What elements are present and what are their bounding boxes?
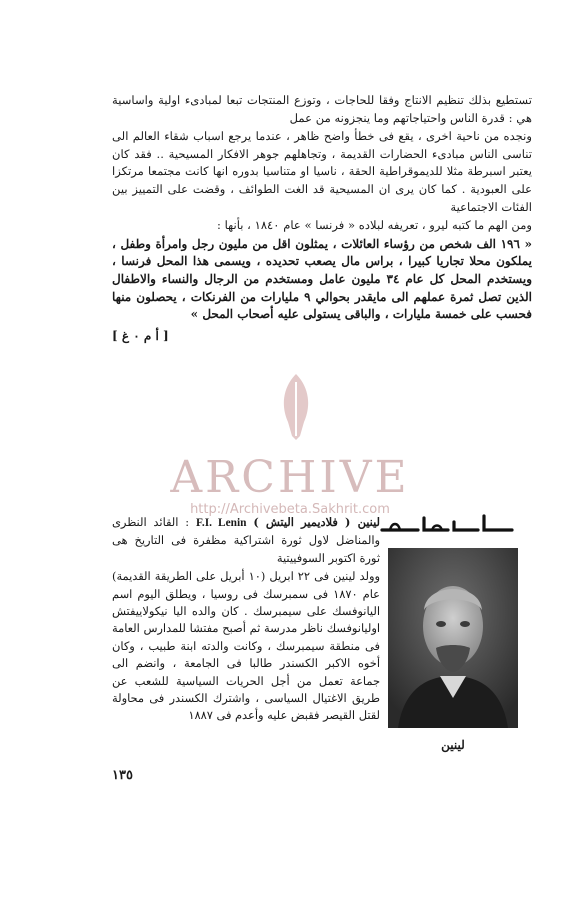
paragraph-3: ومن الهم ما كتبه ليرو ، تعريفه لبلاده « فرنسا » عام ١٨٤٠ ، بأنها : [217,218,532,233]
watermark-url: http://Archivebeta.Sakhrit.com [190,502,390,517]
paragraph-2: ونجده من ناحية اخرى ، يقع فى خطأ واضح ظاهر ، عندما يرجع اسباب شقاء العالم الى تناسى الناس مبادىء الحضارات القديمة ، وتجاهلهم جوهر الافكار المسيحية .. فقد كان يعتبر اسبرطة مثلا للديموقراطية الحقة ، ناسيا او متناسيا بدوره انها كانت مجتمعا مرتكزا على العبودية . كما كان يرى ان المسيحية قد الغت الطوائف ، وقضت على التمييز بين الفئات الاجتماعية [112,129,532,214]
paragraph-1: تستطيع بذلك تنظيم الانتاج وفقا للحاجات ، وتوزع المنتجات تبعا لمبادىء اولية واساسية هي : قدرة الناس واحتياجاتهم وما ينجزونه من عمل [112,93,532,125]
watermark-brand: ARCHIVE [170,452,410,503]
author-signature: [ أ م ٠ غ ] [112,328,169,343]
entry-calligraphy-heading [378,512,518,538]
portrait-caption: لينين [441,738,465,752]
entry-title-arabic: لينين ( فلاديمير اليتش ) [253,515,381,529]
lenin-portrait [388,548,518,728]
entry-intro [112,514,380,567]
page-number: ١٣٥ [112,768,133,783]
entry-title-latin: F.I. Lenin [195,517,247,529]
portrait-image [388,548,518,728]
watermark-quill-icon [274,372,318,442]
continued-text-block [112,92,532,346]
quoted-passage: « ١٩٦ الف شخص من رؤساء العائلات ، يمثلون اقل من مليون رجل وامرأة وطفل ، يملكون محلا تجاريا كبيرا ، براس مال يصعب تحديده ، ويسمى هذا المحل فرنسا ، ويستخدم المحل كل عام ٣٤ مليون عامل ومستخدم من الرجال والنساء والاطفال الذين تصل ثمرة عملهم الى مايقدر بحوالي ٩ مليارات من الفرنكات ، يحصلون منها فحسب على خمسة مليارات ، والباقى يستولى عليه أصحاب المحل » [112,236,532,322]
entry-body: وولد لينين فى ٢٢ ابريل (١٠ أبريل على الطريقة القديمة) عام ١٨٧٠ فى سمبرسك فى روسيا ، ويطلق اليوم اسم اليانوفسك على سيمبرسك . كان والده اليا نيكولاييفتش اوليانوفسك ناظر مدرسة ثم أصبح مفتشا للمدارس العامة فى منطقة سيمبرسك ، وكانت والدته ابنة طبيب ، وكان أخوه الاكبر الكسندر طالبا فى الجامعة ، وانضم الى جماعة تعمل من أجل الحريات السياسية للشعب عن طريق الاغتيال السياسى ، واشترك الكسندر فى محاولة لقتل القيصر فقبض عليه وأعدم فى ١٨٨٧ [112,569,380,723]
lenin-entry [112,514,380,726]
entry-lead: : القائد النظرى والمناضل لاول ثورة اشتراكية مظفرة فى التاريخ هى ثورة اكتوبر السوفييتية [112,515,380,565]
